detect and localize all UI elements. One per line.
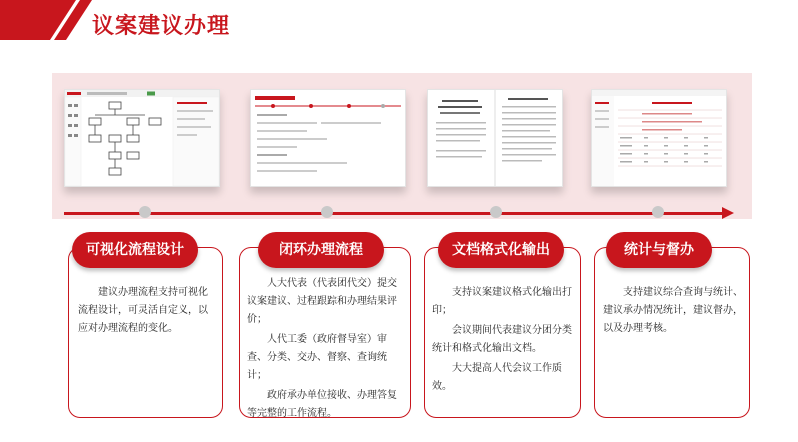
feature-paragraph: 大大提高人代会议工作质效。 bbox=[432, 363, 562, 392]
feature-paragraph: 政府承办单位接收、办理答复等完整的工作流程。 bbox=[247, 390, 397, 419]
feature-title-visual-design: 可视化流程设计 bbox=[72, 232, 198, 268]
feature-card-text bbox=[247, 275, 405, 425]
feature-card-text bbox=[603, 284, 743, 340]
timeline-dot bbox=[652, 206, 664, 218]
feature-card-text bbox=[432, 284, 574, 398]
statistics-screenshot bbox=[591, 89, 727, 187]
document-output-screenshot bbox=[427, 89, 563, 187]
flow-designer-screenshot bbox=[64, 89, 220, 187]
feature-paragraph: 支持建议综合查询与统计、建议承办情况统计，建议督办，以及办理考核。 bbox=[603, 287, 743, 334]
timeline-dot bbox=[139, 206, 151, 218]
timeline-arrow-icon bbox=[722, 207, 734, 219]
feature-title-document-output: 文档格式化输出 bbox=[438, 232, 564, 268]
feature-paragraph: 会议期间代表建议分团分类统计和格式化输出文档。 bbox=[432, 325, 572, 354]
feature-paragraph: 人代工委（政府督导室）审查、分类、交办、督察、查询统计； bbox=[247, 334, 387, 381]
feature-card-text bbox=[78, 284, 216, 340]
feature-title-statistics: 统计与督办 bbox=[606, 232, 712, 268]
feature-title-closed-loop: 闭环办理流程 bbox=[258, 232, 384, 268]
timeline-line bbox=[64, 212, 722, 215]
title-accent-bar bbox=[0, 0, 92, 40]
feature-paragraph: 人大代表（代表团代交）提交议案建议、过程跟踪和办理结果评价； bbox=[247, 278, 397, 325]
timeline-dot bbox=[490, 206, 502, 218]
feature-paragraph: 支持议案建议格式化输出打印； bbox=[432, 287, 572, 316]
timeline-dot bbox=[321, 206, 333, 218]
page-title: 议案建议办理 bbox=[92, 14, 231, 39]
feature-paragraph: 建议办理流程支持可视化流程设计，可灵活自定义，以应对办理流程的变化。 bbox=[78, 287, 208, 334]
closed-loop-process-screenshot bbox=[250, 89, 406, 187]
